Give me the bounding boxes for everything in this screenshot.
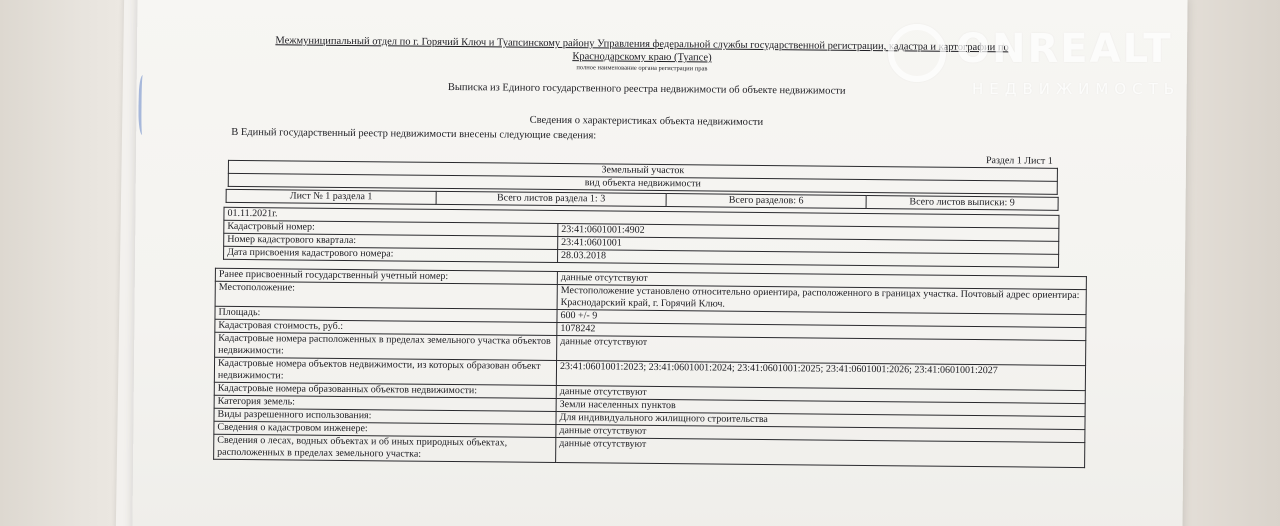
row-label: Кадастровые номера объектов недвижимости, из которых образован объект недвижимости: xyxy=(214,357,556,385)
watermark xyxy=(888,22,1248,102)
row-value: данные отсутствуют xyxy=(557,272,1086,290)
object-kind: Земельный участок xyxy=(228,160,1057,181)
stamp-edge-mark xyxy=(138,75,149,135)
characteristics-table xyxy=(213,268,1087,468)
cadastral-main-table xyxy=(223,207,1059,268)
row-label: Ранее присвоенный государственный учетный номер: xyxy=(215,268,557,284)
row-value: данные отсутствуют xyxy=(556,438,1085,468)
office-name-line1: Межмуниципальный отдел по г. Горячий Ключ и Туапсинскому району Управления федеральной службы государственной регистрации, кадастра и картографии по xyxy=(275,35,1009,54)
assignment-date: 28.03.2018 xyxy=(558,250,1059,268)
row-label: Кадастровые номера расположенных в пределах земельного участка объектов недвижимости: xyxy=(215,332,557,360)
row-value: Местоположение установлено относительно ориентира, расположенного в границах участка. Почтовый адрес ориентира: Краснодарский край, г. Горячий Ключ. xyxy=(557,285,1086,315)
row-value: 600 +/- 9 xyxy=(557,310,1086,328)
watermark-brand: ONREALT xyxy=(956,26,1173,72)
row-value: Для индивидуального жилищного строительства xyxy=(556,412,1085,430)
row-label: Категория земель: xyxy=(214,395,556,411)
extract-date: 01.11.2021г. xyxy=(224,207,1059,228)
cadastral-quarter: 23:41:0601001 xyxy=(558,237,1059,255)
row-value: данные отсутствуют xyxy=(556,425,1085,443)
office-caption: полное наименование органа регистрации прав xyxy=(576,64,708,73)
row-label: Виды разрешенного использования: xyxy=(214,408,556,424)
row-value: данные отсутствуют xyxy=(556,386,1085,404)
row-label: Кадастровый номер: xyxy=(224,220,558,236)
watermark-tagline: НЕДВИЖИМОСТЬ xyxy=(972,80,1181,98)
extract-title: Выписка из Единого государственного реестра недвижимости об объекте недвижимости xyxy=(447,81,846,97)
cadastral-number: 23:41:0601001:4902 xyxy=(558,224,1059,242)
total-sheets-section: Всего листов раздела 1: 3 xyxy=(436,191,666,206)
row-value: 1078242 xyxy=(557,323,1086,341)
logo-circle-icon xyxy=(888,24,946,82)
row-label: Кадастровые номера образованных объектов недвижимости: xyxy=(214,382,556,398)
section-reference: Раздел 1 Лист 1 xyxy=(985,155,1053,167)
row-value: Земли населенных пунктов xyxy=(556,399,1085,417)
row-label: Местоположение: xyxy=(215,281,557,309)
row-value: 23:41:0601001:2023; 23:41:0601001:2024; 23:41:0601001:2025; 23:41:0601001:2026; 23:41:0601001:2027 xyxy=(556,361,1085,391)
row-value: данные отсутствуют xyxy=(557,336,1086,366)
row-label: Номер кадастрового квартала: xyxy=(224,233,558,249)
row-label: Дата присвоения кадастрового номера: xyxy=(224,246,558,262)
row-label: Кадастровая стоимость, руб.: xyxy=(215,319,557,335)
total-sheets-extract: Всего листов выписки: 9 xyxy=(866,195,1058,210)
object-kind-caption: вид объекта недвижимости xyxy=(228,173,1057,194)
row-label: Площадь: xyxy=(215,306,557,322)
intro-text: В Единый государственный реестр недвижимости внесены следующие сведения: xyxy=(231,126,597,142)
office-name-line2: Краснодарскому краю (Туапсе) xyxy=(572,51,712,64)
row-label: Сведения о кадастровом инженере: xyxy=(214,421,556,437)
total-sections: Всего разделов: 6 xyxy=(666,194,866,209)
row-label: Сведения о лесах, водных объектах и об иных природных объектах, расположенных в пределах земельного участка: xyxy=(214,434,556,462)
sheet-number: Лист № 1 раздела 1 xyxy=(226,189,436,204)
section-title: Сведения о характеристиках объекта недвижимости xyxy=(529,114,764,128)
